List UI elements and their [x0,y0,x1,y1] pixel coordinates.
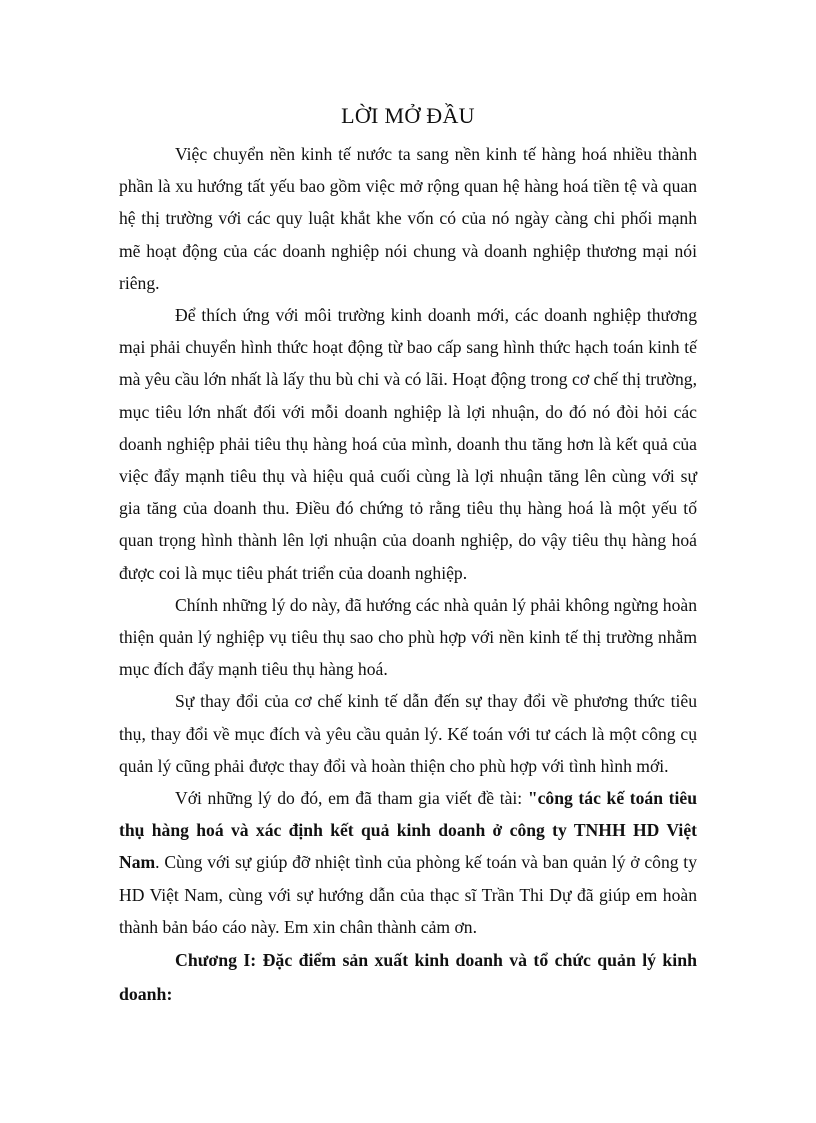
paragraph-3: Chính những lý do này, đã hướng các nhà quản lý phải không ngừng hoàn thiện quản lý nghiệp vụ tiêu thụ sao cho phù hợp với nền kinh tế thị trường nhằm mục đích đẩy mạnh tiêu thụ hàng hoá. [119,594,697,680]
paragraph-5 [119,782,697,943]
paragraph-1: Việc chuyển nền kinh tế nước ta sang nền kinh tế hàng hoá nhiều thành phần là xu hướng tất yếu bao gồm việc mở rộng quan hệ hàng hoá tiền tệ và quan hệ thị trường với các quy luật khắt khe vốn có của nó ngày càng chi phối mạnh mẽ hoạt động của các doanh nghiệp nói chung và doanh nghiệp thương mại nói riêng. [119,144,697,293]
page-title: LỜI MỞ ĐẦU [341,103,475,128]
paragraph-5-intro: Với những lý do đó, em đã tham gia viết đề tài: [175,788,528,809]
paragraph-2: Để thích ứng với môi trường kinh doanh mới, các doanh nghiệp thương mại phải chuyển hình thức hoạt động từ bao cấp sang hình thức hạch toán kinh tế mà yêu cầu lớn nhất là lấy thu bù chi và có lãi. Hoạt động trong cơ chế thị trường, mục tiêu lớn nhất đối với mỗi doanh nghiệp là lợi nhuận, do đó nó đòi hỏi các doanh nghiệp phải tiêu thụ hàng hoá của mình, doanh thu tăng hơn là kết quả của việc đẩy mạnh tiêu thụ và hiệu quả cuối cùng là lợi nhuận tăng lên cùng với sự gia tăng của doanh thu. Điều đó chứng tỏ rằng tiêu thụ hàng hoá là một yếu tố quan trọng hình thành lên lợi nhuận của doanh nghiệp, do vậy tiêu thụ hàng hoá được coi là mục tiêu phát triển của doanh nghiệp. [119,305,697,583]
chapter-heading: Chương I: Đặc điểm sản xuất kinh doanh và tổ chức quản lý kinh doanh: [119,950,697,1005]
paragraph-5-topic: "công tác kế toán tiêu thụ hàng hoá và xác định kết quả kinh doanh ở công ty TNHH HD Việt Nam [119,788,697,873]
paragraph-5-rest: . Cùng với sự giúp đỡ nhiệt tình của phòng kế toán và ban quản lý ở công ty HD Việt Nam, cùng với sự hướng dẫn của thạc sĩ Trần Thi Dự đã giúp em hoàn thành bản báo cáo này. Em xin chân thành cảm ơn. [119,852,697,937]
document-body [119,138,697,1011]
paragraph-4: Sự thay đổi của cơ chế kinh tế dẫn đến sự thay đổi về phương thức tiêu thụ, thay đổi về mục đích và yêu cầu quản lý. Kế toán với tư cách là một công cụ quản lý cũng phải được thay đổi và hoàn thiện cho phù hợp với tình hình mới. [119,691,697,776]
